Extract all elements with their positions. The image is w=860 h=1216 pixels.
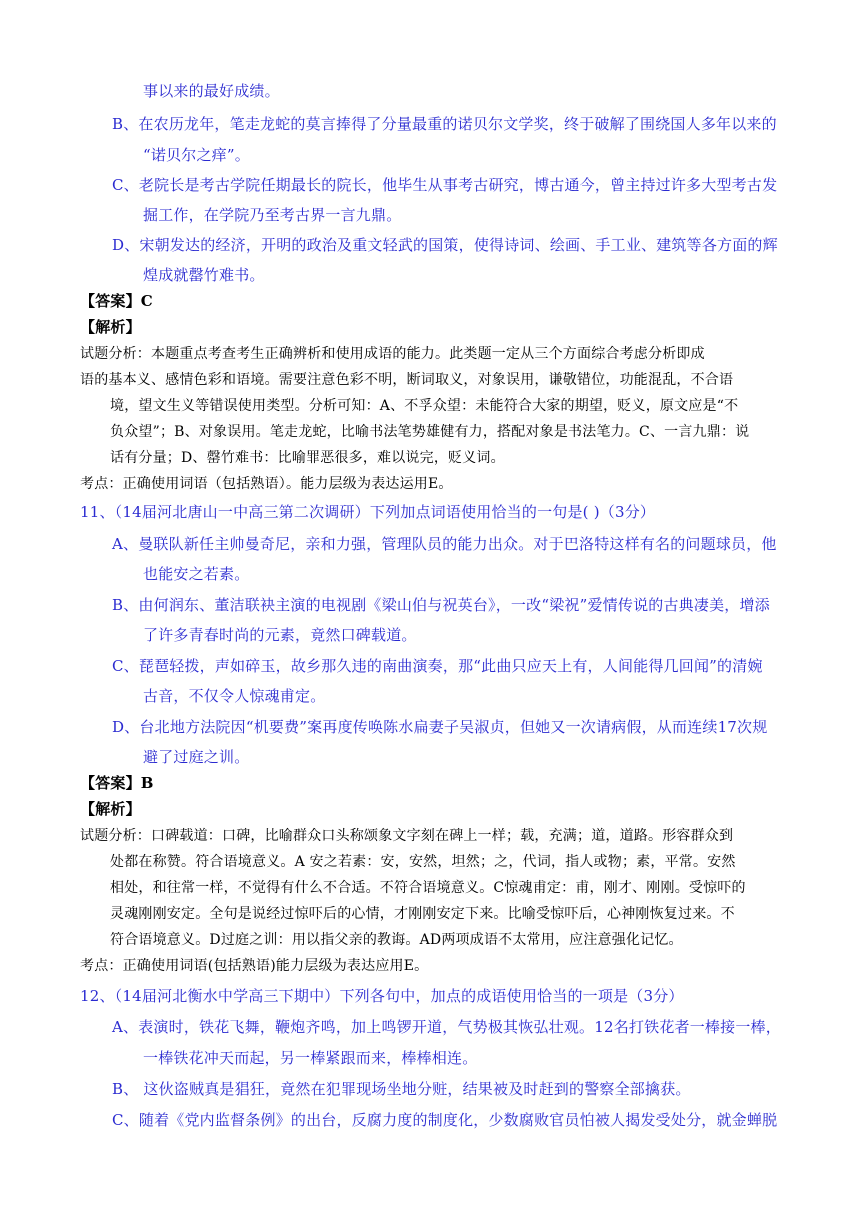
analysis-label: 【解析】: [80, 318, 141, 336]
text-line: “诺贝尔之痒”。: [143, 146, 250, 164]
text-line: B、在农历龙年，笔走龙蛇的莫言捧得了分量最重的诺贝尔文学奖，终于破解了围绕国人多年以来的: [112, 115, 777, 133]
question-12: 12、（14届河北衡水中学高三下期中）下列各句中，加点的成语使用恰当的一项是（3分）: [80, 987, 684, 1005]
text-line: 避了过庭之训。: [143, 748, 250, 766]
question-11: 11、（14届河北唐山一中高三第二次调研）下列加点词语使用恰当的一句是( )（3分）: [80, 503, 656, 521]
analysis-text: 试题分析：本题重点考查考生正确辨析和使用成语的能力。此类题一定从三个方面综合考虑分析即成: [80, 346, 705, 362]
text-line: 一棒铁花冲天而起，另一棒紧跟而来，棒棒相连。: [143, 1049, 478, 1067]
text-line: D、台北地方法院因“机要费”案再度传唤陈水扁妻子吴淑贞，但她又一次请病假，从而连续17次规: [112, 718, 768, 736]
knowledge-point: 考点：正确使用词语(包括熟语)能力层级为表达应用E。: [80, 958, 429, 974]
text-line: C、老院长是考古学院任期最长的院长，他毕生从事考古研究，博古通今，曾主持过许多大型考古发: [112, 176, 778, 194]
text-line: 煌成就罄竹难书。: [143, 266, 265, 284]
text-line: 掘工作，在学院乃至考古界一言九鼎。: [143, 206, 402, 224]
analysis-text: 语的基本义、感情色彩和语境。需要注意色彩不明，断词取义，对象误用，谦敬错位，功能混乱，不合语: [80, 372, 734, 388]
text-line: 古音，不仅令人惊魂甫定。: [143, 687, 326, 705]
answer-label: 【答案】C: [80, 292, 153, 310]
text-line: A、表演时，铁花飞舞，鞭炮齐鸣，加上鸣锣开道，气势极其恢弘壮观。12名打铁花者一棒接一棒，: [112, 1018, 781, 1036]
text-line: 了许多青春时尚的元素，竟然口碑载道。: [143, 626, 417, 644]
text-line: 事以来的最好成绩。: [143, 82, 280, 100]
answer-label: 【答案】B: [80, 774, 154, 792]
analysis-label: 【解析】: [80, 800, 141, 818]
text-line: C、随着《党内监督条例》的出台，反腐力度的制度化，少数腐败官员怕被人揭发受处分，就金蝉脱: [112, 1111, 778, 1129]
text-line: B、 这伙盗贼真是猖狂，竟然在犯罪现场坐地分赃，结果被及时赶到的警察全部擒获。: [112, 1080, 691, 1098]
text-line: B、由何润东、董洁联袂主演的电视剧《梁山伯与祝英台》，一改“梁祝”爱情传说的古典凄美，增添: [112, 596, 770, 614]
analysis-text: 试题分析：口碑载道：口碑，比喻群众口头称颂象文字刻在碑上一样；载，充满；道，道路。形容群众到: [80, 828, 734, 844]
analysis-text: 灵魂刚刚安定。全句是说经过惊吓后的心情，才刚刚安定下来。比喻受惊吓后，心神刚恢复过来。不: [110, 906, 735, 922]
analysis-text: 相处，和往常一样，不觉得有什么不合适。不符合语境意义。C惊魂甫定：甫，刚才、刚刚。受惊吓的: [110, 880, 746, 896]
text-line: D、宋朝发达的经济，开明的政治及重文轻武的国策，使得诗词、绘画、手工业、建筑等各方面的辉: [112, 236, 778, 254]
text-line: C、琵琶轻拨，声如碎玉，故乡那久违的南曲演奏，那“此曲只应天上有，人间能得几回闻”的清婉: [112, 657, 763, 675]
analysis-text: 处都在称赞。符合语境意义。A 安之若素：安，安然，坦然；之，代词，指人或物；素，平常。安然: [110, 854, 736, 870]
knowledge-point: 考点：正确使用词语（包括熟语）。能力层级为表达运用E。: [80, 476, 453, 492]
analysis-text: 符合语境意义。D过庭之训：用以指父亲的教诲。AD两项成语不太常用，应注意强化记忆。: [110, 932, 683, 948]
text-line: A、曼联队新任主帅曼奇尼，亲和力强，管理队员的能力出众。对于巴洛特这样有名的问题球员，他: [112, 535, 777, 553]
text-line: 也能安之若素。: [143, 565, 250, 583]
analysis-text: 话有分量；D、罄竹难书：比喻罪恶很多，难以说完，贬义词。: [110, 450, 505, 466]
analysis-text: 境，望文生义等错误使用类型。分析可知：A、不孚众望：未能符合大家的期望，贬义，原文应是“不: [110, 398, 739, 414]
analysis-text: 负众望”；B、对象误用。笔走龙蛇，比喻书法笔势雄健有力，搭配对象是书法笔力。C、一言九鼎：说: [110, 424, 750, 440]
